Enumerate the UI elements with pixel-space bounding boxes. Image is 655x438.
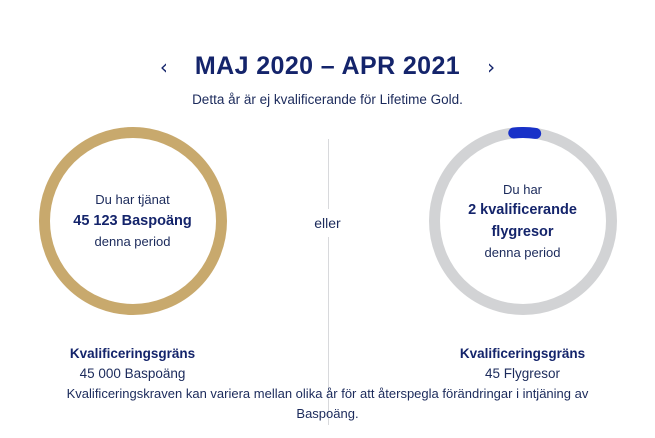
footer-note: Kvalificeringskraven kan variera mellan olika år för att återspegla förändringar i intjäning av Baspoäng.: [66, 385, 589, 421]
divider-line: [328, 139, 329, 425]
divider-or-label: eller: [305, 209, 349, 237]
flights-period-label: denna period: [484, 244, 561, 260]
flights-limit-label: Kvalificeringsgräns: [459, 346, 586, 361]
points-limit-value: 45 000 Baspoäng: [79, 366, 186, 381]
chevron-left-icon[interactable]: ‹: [159, 54, 168, 79]
flights-ring-center: [429, 127, 617, 315]
flights-count-label: Du har: [502, 181, 543, 197]
chevron-right-icon[interactable]: ›: [487, 54, 496, 79]
points-earned-value: 45 123 Baspoäng: [73, 212, 192, 229]
page-title: MAJ 2020 – APR 2021: [194, 52, 461, 80]
flights-count-value: 2 kvalificerande flygresor: [468, 202, 577, 240]
flights-progress-ring: [429, 127, 617, 315]
points-ring-center: [39, 127, 227, 315]
divider: [263, 127, 393, 381]
points-period-label: denna period: [94, 234, 171, 249]
flights-card: [393, 127, 653, 381]
progress-rings: [0, 127, 655, 381]
points-card: [3, 127, 263, 381]
period-selector: [0, 0, 655, 81]
points-progress-ring: [39, 127, 227, 315]
flights-limit-value: 45 Flygresor: [484, 366, 561, 381]
points-earned-label: Du har tjänat: [95, 192, 170, 208]
points-limit-label: Kvalificeringsgräns: [69, 346, 196, 361]
qualification-subtitle: Detta år är ej kvalificerande för Lifetime Gold.: [192, 92, 463, 107]
